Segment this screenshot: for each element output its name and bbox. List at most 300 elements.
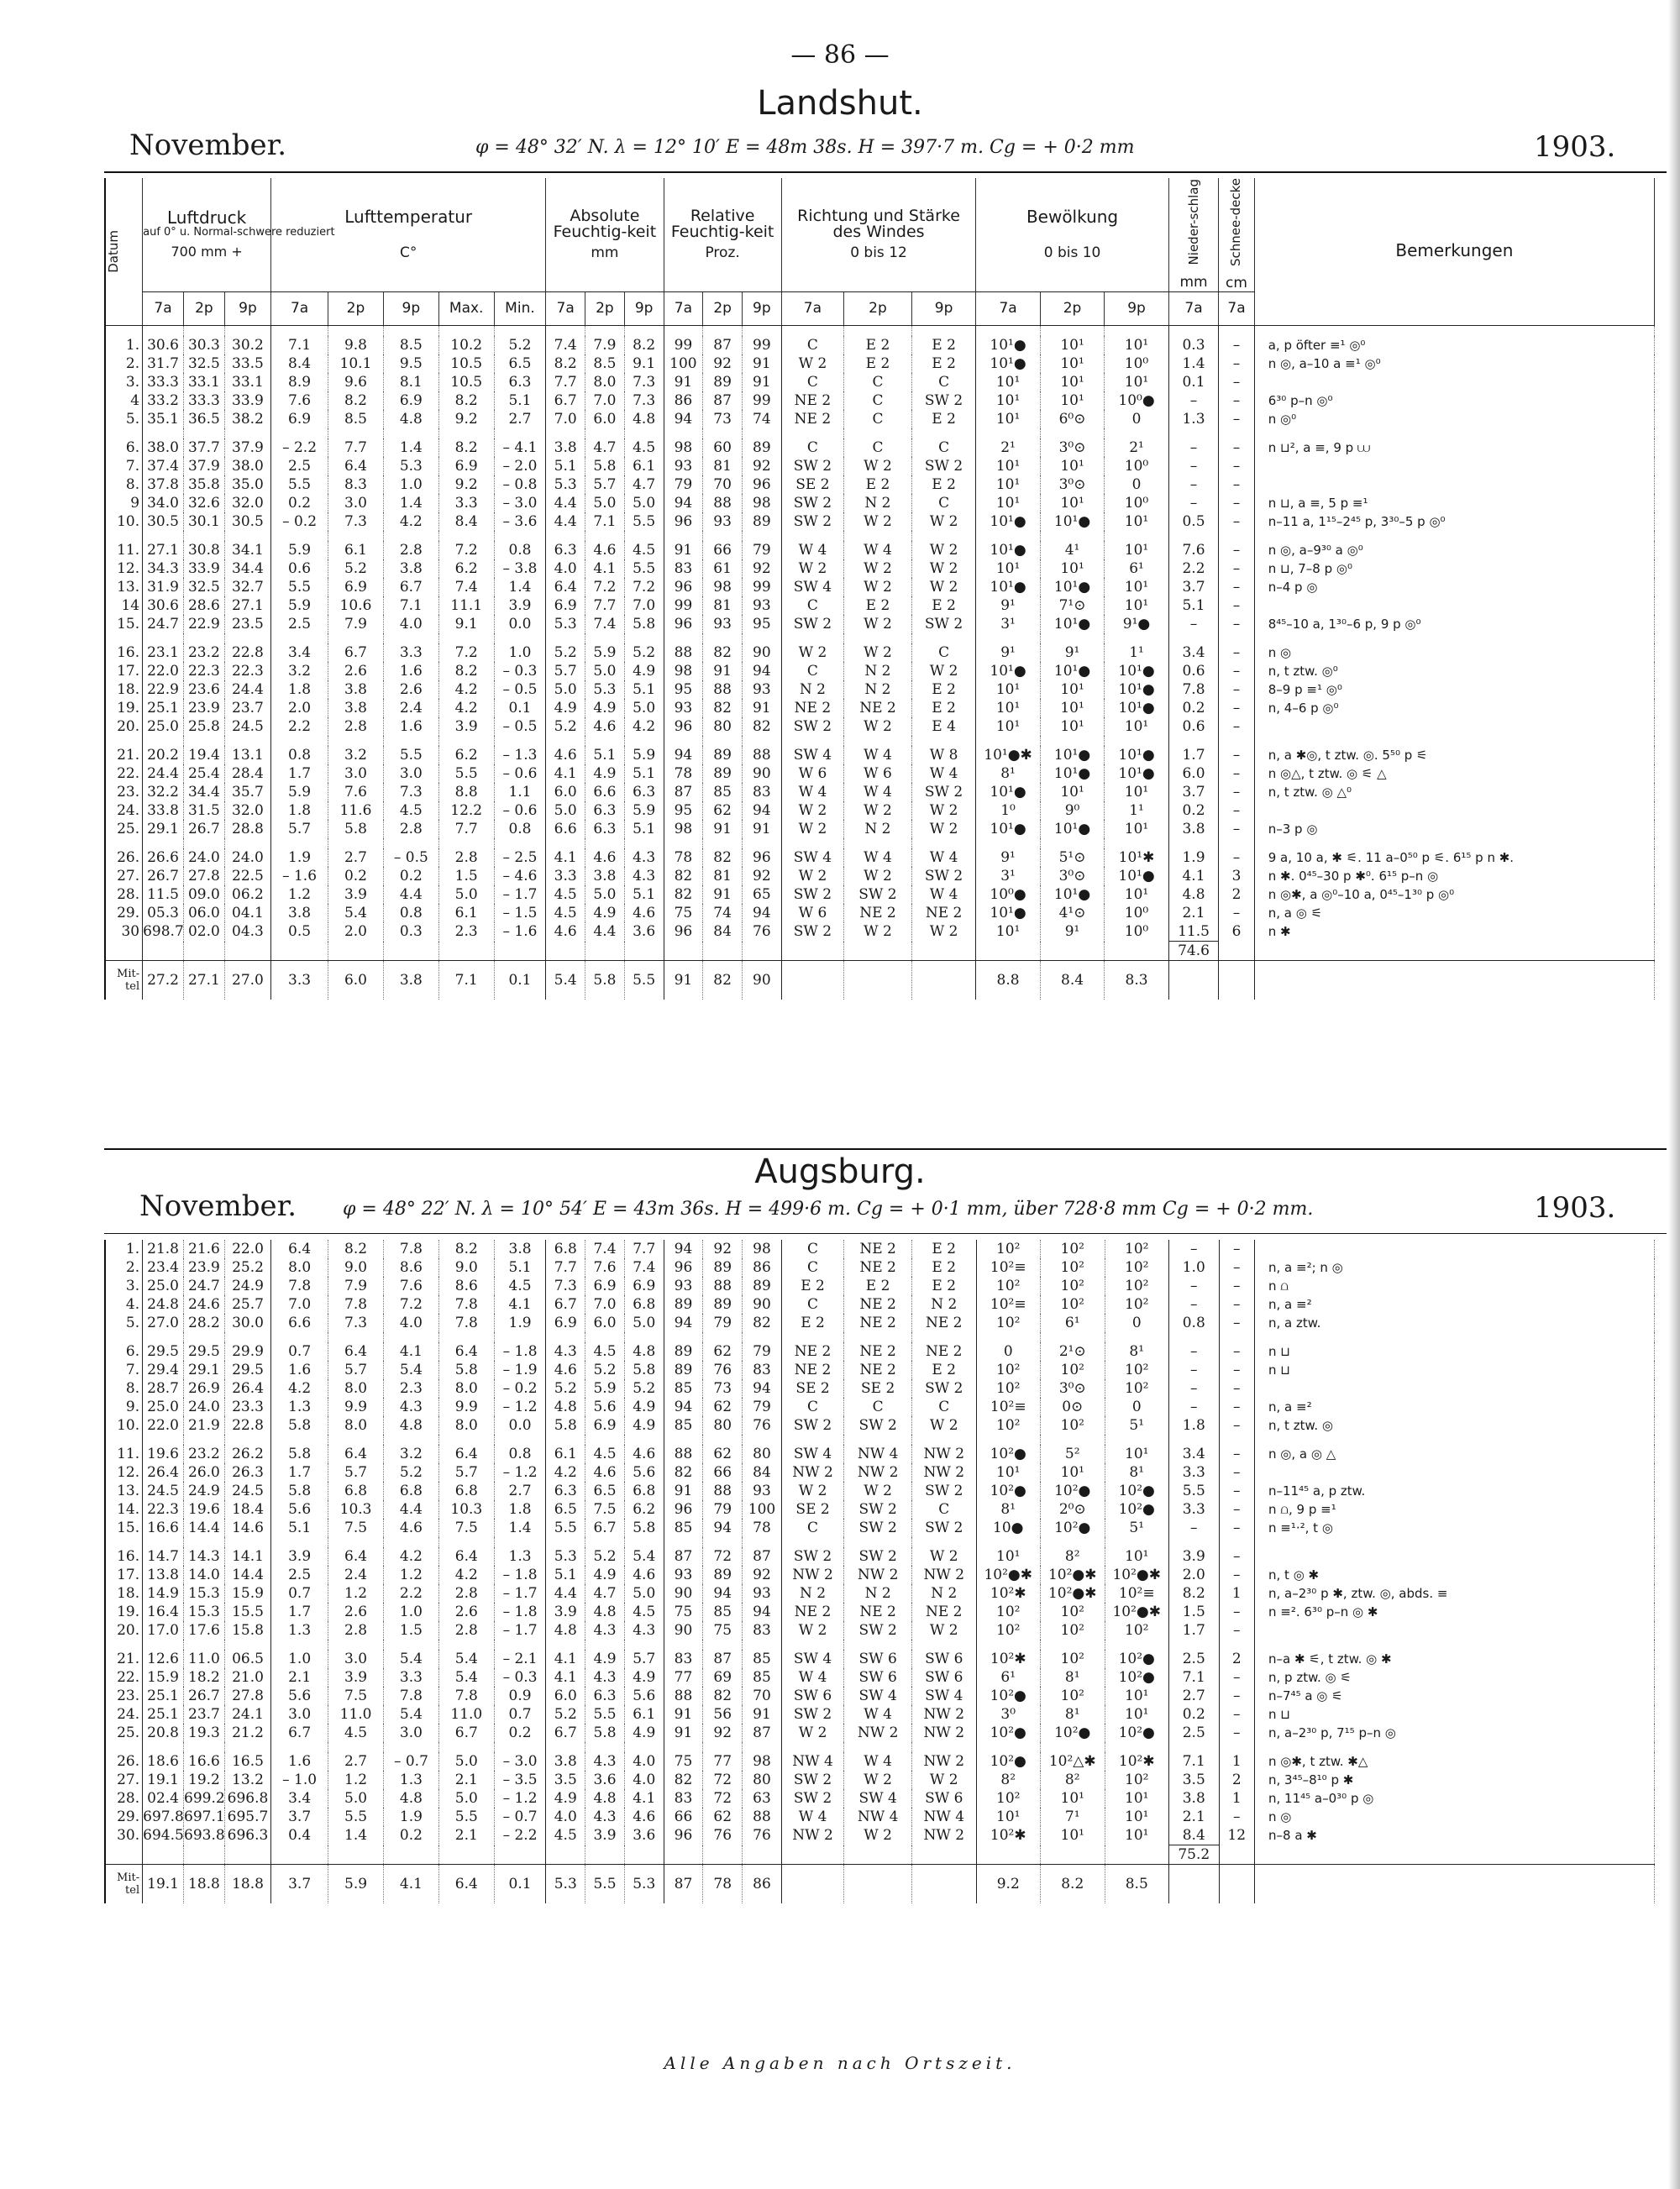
value-cell: NE 2 xyxy=(781,1342,843,1361)
value-cell: 90 xyxy=(664,1621,703,1640)
value-cell: 89 xyxy=(703,373,743,391)
value-cell: 8.2 xyxy=(1041,1865,1105,1904)
sub-header: 7a xyxy=(546,292,585,326)
value-cell: – xyxy=(1219,1566,1255,1584)
value-cell: 7.1 xyxy=(1169,1752,1220,1771)
value-cell: 94 xyxy=(664,746,703,764)
value-cell: 05.3 xyxy=(143,904,184,922)
value-cell: 10¹ xyxy=(1040,680,1104,699)
value-cell: 5.7 xyxy=(624,1650,664,1668)
remark-cell xyxy=(1254,457,1654,475)
spacer-cell xyxy=(664,531,703,541)
spacer-cell xyxy=(183,531,224,541)
spacer-cell xyxy=(383,942,438,961)
value-cell: 7.2 xyxy=(438,643,494,662)
spacer-cell xyxy=(1255,1332,1655,1342)
value-cell: E 2 xyxy=(912,1240,977,1258)
table-body-landshut xyxy=(105,326,1655,1000)
value-cell: 11.0 xyxy=(438,1705,494,1724)
value-cell: 23.7 xyxy=(184,1705,225,1724)
value-cell: 699.2 xyxy=(184,1790,225,1807)
date-cell: 7. xyxy=(105,457,143,475)
spacer-cell xyxy=(494,1742,546,1752)
value-cell: – xyxy=(1219,541,1254,559)
value-cell: – 0.5 xyxy=(383,848,438,867)
value-cell: 21.9 xyxy=(184,1416,225,1435)
value-cell: 9.9 xyxy=(328,1398,384,1416)
value-cell: 8.2 xyxy=(438,662,494,680)
section-divider xyxy=(104,1148,1667,1150)
spacer-cell xyxy=(844,531,912,541)
value-cell: 82 xyxy=(703,699,743,717)
value-cell: 6.0 xyxy=(585,1314,625,1332)
value-cell: 10²● xyxy=(976,1445,1041,1463)
value-cell: C xyxy=(781,438,843,457)
value-cell: 5.1 xyxy=(494,1258,546,1277)
value-cell: 2.1 xyxy=(438,1826,494,1845)
value-cell: 9¹ xyxy=(976,848,1040,867)
value-cell: 9.2 xyxy=(438,475,494,494)
value-cell: 4.2 xyxy=(383,512,438,531)
value-cell: 7.8 xyxy=(438,1314,494,1332)
value-cell: 8¹ xyxy=(1041,1705,1105,1724)
value-cell: E 2 xyxy=(844,1277,912,1295)
spacer-cell xyxy=(976,1640,1041,1650)
value-cell: 0.7 xyxy=(494,1705,546,1724)
value-cell: 10.6 xyxy=(328,596,384,615)
value-cell: 2.8 xyxy=(328,717,384,736)
value-cell: 98 xyxy=(743,1752,782,1771)
value-cell: 02.4 xyxy=(143,1789,184,1808)
value-cell: 8.2 xyxy=(546,354,585,373)
value-cell: 84 xyxy=(703,922,743,942)
value-cell: 7.9 xyxy=(585,336,625,354)
value-cell: 7.0 xyxy=(585,391,625,410)
value-cell: 8.0 xyxy=(585,373,625,391)
date-cell: 30 xyxy=(105,922,143,942)
value-cell: – xyxy=(1219,391,1254,410)
value-cell: 0.7 xyxy=(271,1342,328,1361)
value-cell xyxy=(1168,961,1218,1000)
value-cell: C xyxy=(781,1258,843,1277)
value-cell: 10²●✱ xyxy=(976,1566,1041,1584)
table-row xyxy=(105,1445,1655,1463)
value-cell: 25.1 xyxy=(143,699,184,717)
sum-row xyxy=(105,1845,1655,1865)
remark-cell: n, a ≡²; n ◎ xyxy=(1255,1258,1655,1277)
value-cell: 10¹ xyxy=(976,1808,1041,1826)
value-cell: 18.8 xyxy=(184,1865,225,1904)
remark-cell: n, a–2³⁰ p, 7¹⁵ p–n ◎ xyxy=(1255,1724,1655,1742)
value-cell: W 4 xyxy=(781,541,843,559)
table-body-augsburg xyxy=(105,1240,1655,1903)
value-cell: 10⁰ xyxy=(1105,904,1168,922)
value-cell: NW 2 xyxy=(912,1752,977,1771)
spacer-cell xyxy=(624,1845,664,1865)
value-cell: 4.9 xyxy=(546,699,585,717)
value-cell: 3.0 xyxy=(271,1705,328,1724)
value-cell: 1.5 xyxy=(1169,1603,1220,1621)
value-cell: 13.1 xyxy=(224,746,270,764)
value-cell: 22.3 xyxy=(143,1500,184,1519)
value-cell: 5.3 xyxy=(546,1865,585,1904)
table-row xyxy=(105,746,1655,764)
spacer-cell xyxy=(624,633,664,643)
value-cell: 10² xyxy=(1041,1650,1105,1668)
value-cell: NW 2 xyxy=(912,1566,977,1584)
value-cell: – xyxy=(1219,801,1254,820)
value-cell: 5.7 xyxy=(328,1463,384,1482)
spacer-cell xyxy=(105,942,143,961)
value-cell: 6.9 xyxy=(585,1416,625,1435)
value-cell: 5.6 xyxy=(624,1687,664,1705)
remark-cell: n ⊔², a ≡, 9 p ⩊ xyxy=(1254,438,1654,457)
spacer-cell xyxy=(911,633,975,643)
spacer-cell xyxy=(494,942,546,961)
header-bemerkungen: Bemerkungen xyxy=(1254,178,1654,326)
value-cell: 2.7 xyxy=(1169,1687,1220,1705)
value-cell: 25.8 xyxy=(183,717,224,736)
value-cell: 26.4 xyxy=(143,1463,184,1482)
value-cell: 38.2 xyxy=(224,410,270,428)
spacer-cell xyxy=(224,1537,270,1547)
value-cell: 28.2 xyxy=(184,1314,225,1332)
value-cell: 8.3 xyxy=(1105,961,1168,1000)
value-cell: 1.0 xyxy=(384,1603,439,1621)
value-cell: 92 xyxy=(743,1566,782,1584)
value-cell: 4.5 xyxy=(494,1277,546,1295)
value-cell: 3.6 xyxy=(624,922,664,942)
value-cell: 5.1 xyxy=(494,391,546,410)
spacer-cell xyxy=(624,736,664,746)
value-cell: 82 xyxy=(742,717,781,736)
value-cell: 4.1 xyxy=(585,559,625,578)
value-cell: W 4 xyxy=(844,783,912,801)
value-cell: 79 xyxy=(743,1342,782,1361)
value-cell: – xyxy=(1219,1398,1255,1416)
value-cell: 90 xyxy=(743,1295,782,1314)
spacer-cell xyxy=(781,531,843,541)
value-cell: 2 xyxy=(1219,1650,1255,1668)
value-cell: 3.3 xyxy=(1169,1500,1220,1519)
value-cell: SW 2 xyxy=(912,1519,977,1537)
value-cell: 4.6 xyxy=(585,541,625,559)
value-cell: 10² xyxy=(1041,1258,1105,1277)
spacer-cell xyxy=(585,531,625,541)
value-cell: 2.8 xyxy=(383,820,438,838)
value-cell: 12.2 xyxy=(438,801,494,820)
spacer-cell xyxy=(183,633,224,643)
value-cell: 10¹ xyxy=(1040,457,1104,475)
value-cell xyxy=(844,1865,912,1904)
value-cell: 10¹ xyxy=(1105,336,1168,354)
value-cell: NE 2 xyxy=(912,1314,977,1332)
value-cell: E 2 xyxy=(912,1258,977,1277)
value-cell: 5.9 xyxy=(328,1865,384,1904)
year-label-augsburg: 1903. xyxy=(1534,1191,1616,1225)
value-cell: W 2 xyxy=(844,457,912,475)
value-cell xyxy=(1169,1865,1220,1904)
value-cell: – xyxy=(1219,717,1254,736)
date-cell: 13. xyxy=(105,578,143,596)
value-cell: 88 xyxy=(703,1482,743,1500)
value-cell: 4.7 xyxy=(585,1584,625,1603)
value-cell: 10¹● xyxy=(1040,885,1104,904)
value-cell: 1.3 xyxy=(1168,410,1218,428)
value-cell: 10⁰ xyxy=(1105,922,1168,942)
value-cell: 6.8 xyxy=(624,1482,664,1500)
value-cell: 4.6 xyxy=(546,922,585,942)
value-cell: 3.2 xyxy=(271,662,328,680)
table-row xyxy=(105,1668,1655,1687)
remark-cell: n, 3⁴⁵–8¹⁰ p ✱ xyxy=(1255,1771,1655,1789)
spacer-cell xyxy=(976,531,1040,541)
spacer-cell xyxy=(438,1537,494,1547)
value-cell: 6.9 xyxy=(546,596,585,615)
value-cell: 1.6 xyxy=(271,1752,328,1771)
spacer-cell xyxy=(143,1640,184,1650)
remark-cell: n ◎, a ◎ △ xyxy=(1255,1445,1655,1463)
value-cell: 3.0 xyxy=(383,764,438,783)
value-cell: 22.0 xyxy=(143,662,184,680)
value-cell: 13.2 xyxy=(224,1771,270,1789)
value-cell: W 2 xyxy=(911,922,975,942)
value-cell: 8.4 xyxy=(271,354,328,373)
value-cell: 3.0 xyxy=(328,1650,384,1668)
value-cell: 2.2 xyxy=(1168,559,1218,578)
value-cell: 9¹ xyxy=(976,643,1040,662)
date-cell: 22. xyxy=(105,764,143,783)
spacer-cell xyxy=(383,838,438,848)
value-cell: 25.0 xyxy=(143,717,184,736)
remark-cell xyxy=(1255,1463,1655,1482)
value-cell: 88 xyxy=(703,1277,743,1295)
value-cell: W 2 xyxy=(911,559,975,578)
spacer-cell xyxy=(844,1742,912,1752)
value-cell: 14.1 xyxy=(224,1547,270,1566)
value-cell: 2.1 xyxy=(1169,1808,1220,1826)
value-cell: 5.8 xyxy=(624,615,664,633)
value-cell: 7.7 xyxy=(585,596,625,615)
value-cell: 7.6 xyxy=(328,783,384,801)
value-cell: – 2.1 xyxy=(494,1650,546,1668)
value-cell: 1.0 xyxy=(383,475,438,494)
spacer-cell xyxy=(585,326,625,337)
value-cell: 7.0 xyxy=(585,1295,625,1314)
value-cell: 29.5 xyxy=(143,1342,184,1361)
value-cell: 10¹● xyxy=(1040,578,1104,596)
value-cell: 91 xyxy=(664,541,703,559)
value-cell: 75 xyxy=(703,1621,743,1640)
value-cell: 5.3 xyxy=(624,1865,664,1904)
spacer-cell xyxy=(383,428,438,438)
value-cell: 25.2 xyxy=(224,1258,270,1277)
date-cell: 1. xyxy=(105,1240,143,1258)
spacer-cell xyxy=(912,1537,977,1547)
value-cell: 5.7 xyxy=(546,662,585,680)
date-cell: 9 xyxy=(105,494,143,512)
value-cell: 7.9 xyxy=(328,615,384,633)
table-row xyxy=(105,1463,1655,1482)
spacer-cell xyxy=(383,326,438,337)
spacer-cell xyxy=(742,838,781,848)
date-cell: 7. xyxy=(105,1361,143,1379)
remark-cell: n ✱ xyxy=(1254,922,1654,942)
value-cell: 10²△✱ xyxy=(1041,1752,1105,1771)
value-cell: 6.9 xyxy=(546,1314,585,1332)
value-cell: – xyxy=(1219,1295,1255,1314)
value-cell: 91 xyxy=(743,1705,782,1724)
value-cell: 2.7 xyxy=(328,848,384,867)
value-cell: 4.6 xyxy=(546,746,585,764)
value-cell: 80 xyxy=(703,717,743,736)
value-cell: 2.5 xyxy=(271,615,328,633)
spacer-cell xyxy=(781,1332,843,1342)
value-cell: W 2 xyxy=(912,1771,977,1789)
value-cell: 10²●✱ xyxy=(1105,1566,1169,1584)
value-cell: 2¹ xyxy=(1105,438,1168,457)
value-cell: 12.6 xyxy=(143,1650,184,1668)
date-cell: 10. xyxy=(105,1416,143,1435)
spacer-cell xyxy=(664,428,703,438)
value-cell: – xyxy=(1219,848,1254,867)
spacer-cell xyxy=(781,942,843,961)
date-cell: 18. xyxy=(105,1584,143,1603)
spacer-cell xyxy=(105,633,143,643)
value-cell: 06.2 xyxy=(224,885,270,904)
value-cell: 76 xyxy=(703,1361,743,1379)
value-cell: 0 xyxy=(1105,1398,1169,1416)
value-cell: SW 2 xyxy=(781,1416,843,1435)
date-cell: 5. xyxy=(105,1314,143,1332)
spacer-cell xyxy=(1041,1332,1105,1342)
value-cell: W 4 xyxy=(844,848,912,867)
value-cell: 9.6 xyxy=(328,373,384,391)
value-cell: 79 xyxy=(743,1398,782,1416)
value-cell: 4.9 xyxy=(585,904,625,922)
value-cell: 4.1 xyxy=(546,1650,585,1668)
value-cell: 25.7 xyxy=(224,1295,270,1314)
value-cell: 94 xyxy=(742,662,781,680)
date-cell: 17. xyxy=(105,662,143,680)
value-cell: SW 2 xyxy=(912,1379,977,1398)
value-cell: 7.1 xyxy=(271,336,328,354)
header-luftdruck: Luftdruck auf 0° u. Normal-schwere reduziert 700 mm + xyxy=(143,178,271,292)
spacer-cell xyxy=(1255,1640,1655,1650)
value-cell: SW 2 xyxy=(911,783,975,801)
value-cell: 37.7 xyxy=(183,438,224,457)
value-cell: N 2 xyxy=(844,680,912,699)
value-cell: 2.8 xyxy=(438,1621,494,1640)
value-cell: 4.9 xyxy=(624,662,664,680)
table-row xyxy=(105,699,1655,717)
value-cell: 10²● xyxy=(976,1752,1041,1771)
value-cell: 91 xyxy=(664,373,703,391)
value-cell: 5.4 xyxy=(384,1361,439,1379)
value-cell: 5.9 xyxy=(624,801,664,820)
value-cell: – 2.2 xyxy=(494,1826,546,1845)
value-cell: 6¹ xyxy=(976,1668,1041,1687)
spacer-cell xyxy=(183,428,224,438)
value-cell: 6.8 xyxy=(624,1295,664,1314)
value-cell: 33.1 xyxy=(183,373,224,391)
value-cell: 32.5 xyxy=(183,354,224,373)
value-cell: 5.8 xyxy=(271,1445,328,1463)
table-row xyxy=(105,1752,1655,1771)
value-cell: 4.6 xyxy=(546,1361,585,1379)
value-cell: – xyxy=(1219,1603,1255,1621)
value-cell: 92 xyxy=(703,1240,743,1258)
spacer-cell xyxy=(143,838,184,848)
remark-cell xyxy=(1254,717,1654,736)
value-cell: 34.1 xyxy=(224,541,270,559)
value-cell: SW 2 xyxy=(781,1789,843,1808)
value-cell: 96 xyxy=(664,717,703,736)
spacer-cell xyxy=(1105,736,1168,746)
value-cell: 6.2 xyxy=(438,559,494,578)
value-cell: 7.0 xyxy=(546,410,585,428)
value-cell: 96 xyxy=(742,848,781,867)
value-cell: 10²● xyxy=(1041,1519,1105,1537)
value-cell: 10¹ xyxy=(976,457,1040,475)
value-cell: 3.0 xyxy=(328,494,384,512)
spacer-cell xyxy=(105,326,143,337)
value-cell: 37.4 xyxy=(143,457,184,475)
value-cell: 10⁰ xyxy=(1105,494,1168,512)
value-cell: 32.6 xyxy=(183,494,224,512)
value-cell: 4.8 xyxy=(624,1342,664,1361)
spacer-cell xyxy=(1040,838,1104,848)
value-cell: 697.8 xyxy=(143,1808,184,1825)
value-cell: 3.8 xyxy=(271,904,328,922)
value-cell: – xyxy=(1219,1342,1255,1361)
spacer-cell xyxy=(328,633,384,643)
sub-header: Min. xyxy=(494,292,546,326)
value-cell: SW 2 xyxy=(781,1547,843,1566)
value-cell: 18.4 xyxy=(224,1500,270,1519)
spacer-cell xyxy=(703,1332,743,1342)
value-cell: 79 xyxy=(664,475,703,494)
value-cell: 2¹⊙ xyxy=(1041,1342,1105,1361)
spacer-cell xyxy=(911,736,975,746)
value-cell: – xyxy=(1219,596,1254,615)
spacer-cell xyxy=(1105,1435,1169,1445)
value-cell: 5.1 xyxy=(624,820,664,838)
spacer-cell xyxy=(271,531,328,541)
value-cell: 5² xyxy=(1041,1445,1105,1463)
value-cell: 27.1 xyxy=(183,961,224,1000)
value-cell: 5.0 xyxy=(438,885,494,904)
spacer-cell xyxy=(781,326,843,337)
remark-cell: n–11 a, 1¹⁵–2⁴⁵ p, 3³⁰–5 p ◎⁰ xyxy=(1254,512,1654,531)
spacer-cell xyxy=(546,1845,585,1865)
value-cell: 10.3 xyxy=(438,1500,494,1519)
spacer-cell xyxy=(844,1640,912,1650)
remark-cell: n, t ztw. ◎⁰ xyxy=(1254,662,1654,680)
value-cell: 8¹ xyxy=(976,1500,1041,1519)
value-cell: 7.1 xyxy=(585,512,625,531)
value-cell: 91 xyxy=(742,373,781,391)
sub-header: 2p xyxy=(1040,292,1104,326)
row-spacer xyxy=(105,633,1655,643)
value-cell: 29.4 xyxy=(143,1361,184,1379)
value-cell: 7.3 xyxy=(383,783,438,801)
table-row xyxy=(105,1789,1655,1808)
value-cell: NE 2 xyxy=(844,904,912,922)
remark-cell: n, p ztw. ◎ ⚟ xyxy=(1255,1668,1655,1687)
spacer-cell xyxy=(1040,942,1104,961)
row-spacer xyxy=(105,1537,1655,1547)
